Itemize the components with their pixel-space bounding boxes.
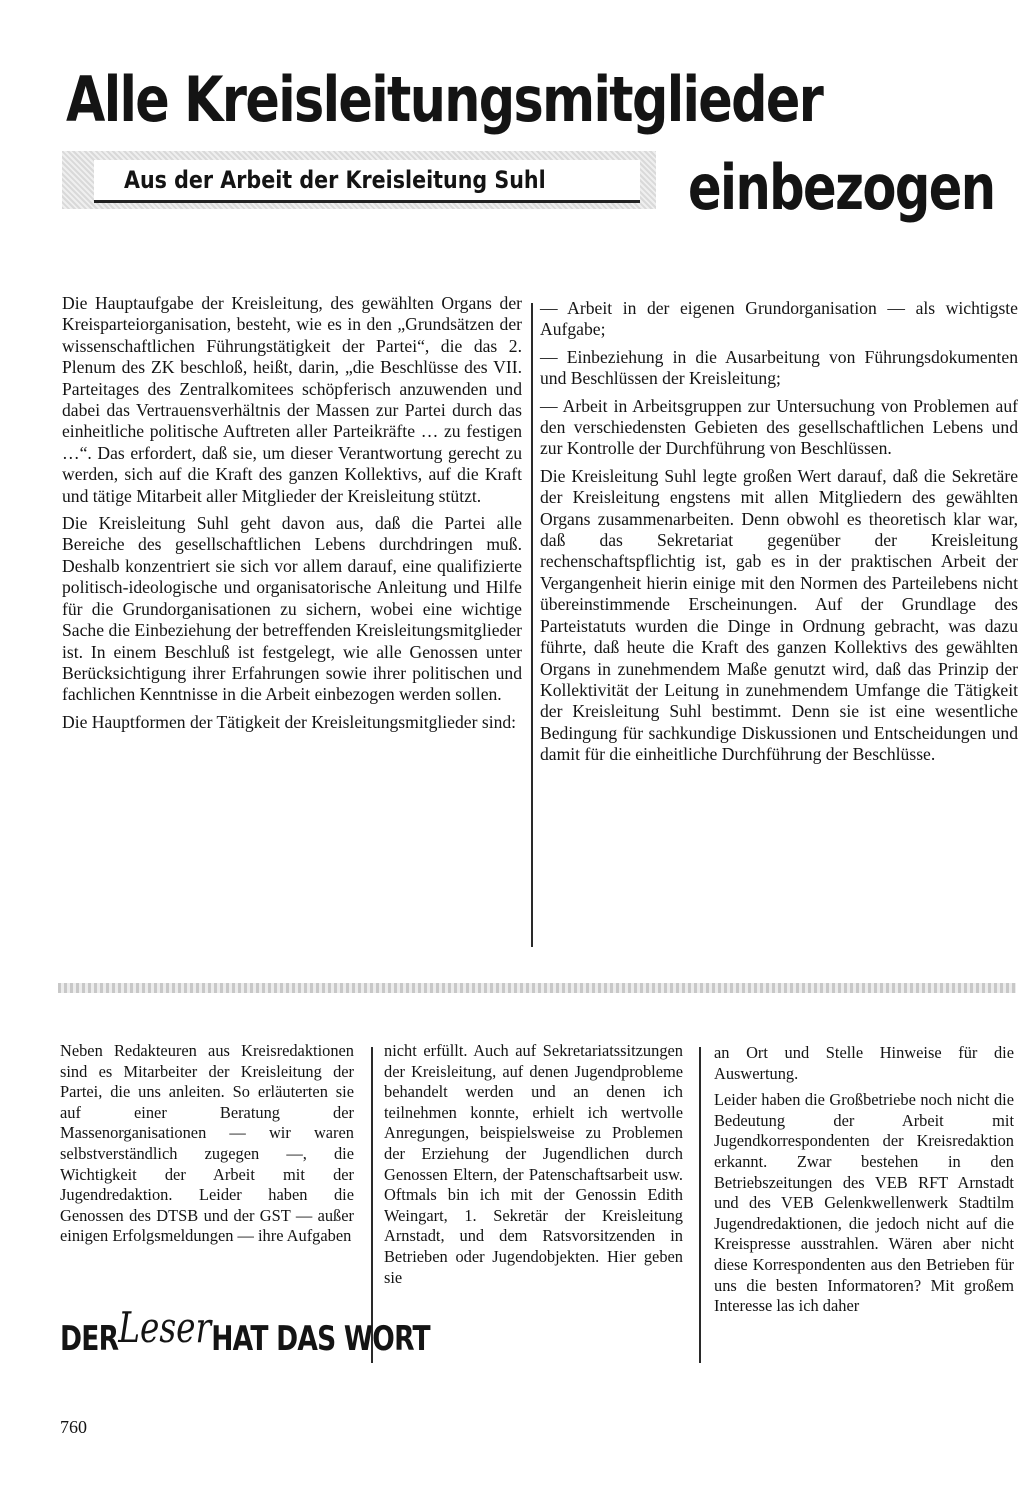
letter-column-1 [60, 1041, 354, 1253]
column-rule [699, 1047, 701, 1363]
letter-column-2 [384, 1041, 683, 1294]
logo-word-hat-das-wort: HAT DAS WORT [211, 1319, 430, 1359]
paragraph: Neben Redakteuren aus Kreisredaktionen sind es Mitarbeiter der Kreisleitung der Partei, die uns anleiten. So erläuterten sie auf einer Beratung der Massenorganisationen — wir waren selbstverständlich zugegen —, die Wichtigkeit der Arbeit mit der Jugendredaktion. Leider haben die Genossen des DTSB und der GST — außer einigen Erfolgsmeldungen — ihre Aufgaben [60, 1041, 354, 1246]
article-left-column [62, 293, 522, 739]
page-number: 760 [60, 1417, 87, 1437]
list-item: — Arbeit in der eigenen Grundorganisation — als wichtigste Aufgabe; [540, 298, 1018, 340]
leser-hat-das-wort-logo [60, 1303, 430, 1362]
headline-line-2: einbezogen [688, 151, 995, 224]
article-right-column [540, 298, 1018, 772]
headline-line-1: Alle Kreisleitungsmitglieder [66, 63, 823, 136]
paragraph: Leider haben die Großbetriebe noch nicht die Bedeutung der Arbeit mit Jugendkorrespondenten der Kreisredaktion erkannt. Zwar bestehen in den Betriebszeitungen des VEB RFT Arnstadt und des VEB Gelenkwellenwerk Stadtilm Jugendredaktionen, die jedoch nicht auf die Kreispresse ausstrahlen. Wären aber nicht diese Korrespondenten aus den Betrieben für uns die besten Informatoren? Mit großem Interesse las ich daher [714, 1090, 1014, 1316]
list-item: — Arbeit in Arbeitsgruppen zur Untersuchung von Problemen auf den verschiedensten Gebieten des gesellschaftlichen Lebens und zur Kontrolle der Durchführung von Beschlüssen. [540, 395, 1018, 459]
subtitle: Aus der Arbeit der Kreisleitung Suhl [124, 166, 546, 194]
paragraph: Die Hauptaufgabe der Kreisleitung, des gewählten Organs der Kreisparteiorganisation, besteht, wie es in den „Grundsätzen der wissenschaftlichen Führungstätigkeit der Partei“, die das 2. Plenum des ZK beschloß, heißt, darin, „die Beschlüsse des VII. Parteitages des Zentralkomitees schöpferisch anzuwenden und dabei das Vertrauensverhältnis der Massen zur Partei durch das einheitliche politische Auftreten aller Parteikräfte … zu festigen …“. Das erfordert, daß sie, um dieser Verantwortung gerecht zu werden, sich auf die Kraft des ganzen Kollektivs, auf die Kraft und tätige Mitarbeit aller Mitglieder der Kreisleitung stützt. [62, 293, 522, 506]
logo-script-leser: Leser [118, 1303, 212, 1352]
list-item: — Einbeziehung in die Ausarbeitung von Führungsdokumenten und Beschlüssen der Kreisleitung; [540, 346, 1018, 389]
paragraph: Die Kreisleitung Suhl geht davon aus, daß die Partei alle Bereiche des gesellschaftlichen Lebens durchdringen muß. Deshalb konzentriert sie sich vor allem darauf, eine qualifizierte politisch-ideologische und organisatorische Anleitung und Hilfe für die Grundorganisationen zu sichern, wobei eine wichtige Sache die Einbeziehung der betreffenden Kreisleitungsmitglieder ist. In einem Beschluß ist festgelegt, wie alle Genossen unter Berücksichtigung ihrer Erfahrungen sowie ihrer politischen und fachlichen Kenntnisse in die Arbeit einbezogen werden sollen. [62, 513, 522, 705]
logo-word-der: DER [60, 1319, 119, 1359]
paragraph: an Ort und Stelle Hinweise für die Auswertung. [714, 1043, 1014, 1083]
column-rule [531, 303, 533, 947]
paragraph: Die Hauptformen der Tätigkeit der Kreisleitungsmitglieder sind: [62, 711, 517, 732]
paragraph: Die Kreisleitung Suhl legte großen Wert darauf, daß die Sekretäre der Kreisleitung engstens mit allen Mitgliedern des gewählten Organs zusammenarbeiten. Denn obwohl es theoretisch klar war, daß das Sekretariat gegenüber der Kreisleitung rechenschaftspflichtig ist, gab es in der praktischen Arbeit der Vergangenheit hierin einige mit den Normen des Parteilebens nicht übereinstimmende Erscheinungen. Auf der Grundlage des Parteistatuts wurden die Dinge in Ordnung gebracht, was dazu führte, daß heute die Kraft des ganzen Kollektivs des gewählten Organs in zunehmendem Maße genutzt wird, daß das Prinzip der Kollektivität der Leitung in zunehmendem Umfange die Tätigkeit der Kreisleitung Suhl bestimmt. Denn sie ist eine wesentliche Bedingung für sachkundige Diskussionen und Entscheidungen und damit für die einheitliche Durchführung der Beschlüsse. [540, 465, 1018, 765]
letter-column-3 [714, 1043, 1014, 1323]
section-divider [58, 983, 1016, 993]
paragraph: nicht erfüllt. Auch auf Sekretariatssitzungen der Kreisleitung, auf denen Jugendprobleme behandelt werden und an denen ich teilnehmen konnte, erhielt ich wertvolle Anregungen, beispielsweise zu Problemen der Erziehung der Jugendlichen durch Genossen Eltern, der Patenschaftsarbeit usw. Oftmals bin ich mit der Genossin Edith Weingart, 1. Sekretär der Kreisleitung Arnstadt, und dem Ratsvorsitzenden in Betrieben oder Jugendobjekten. Hier geben sie [384, 1041, 683, 1287]
